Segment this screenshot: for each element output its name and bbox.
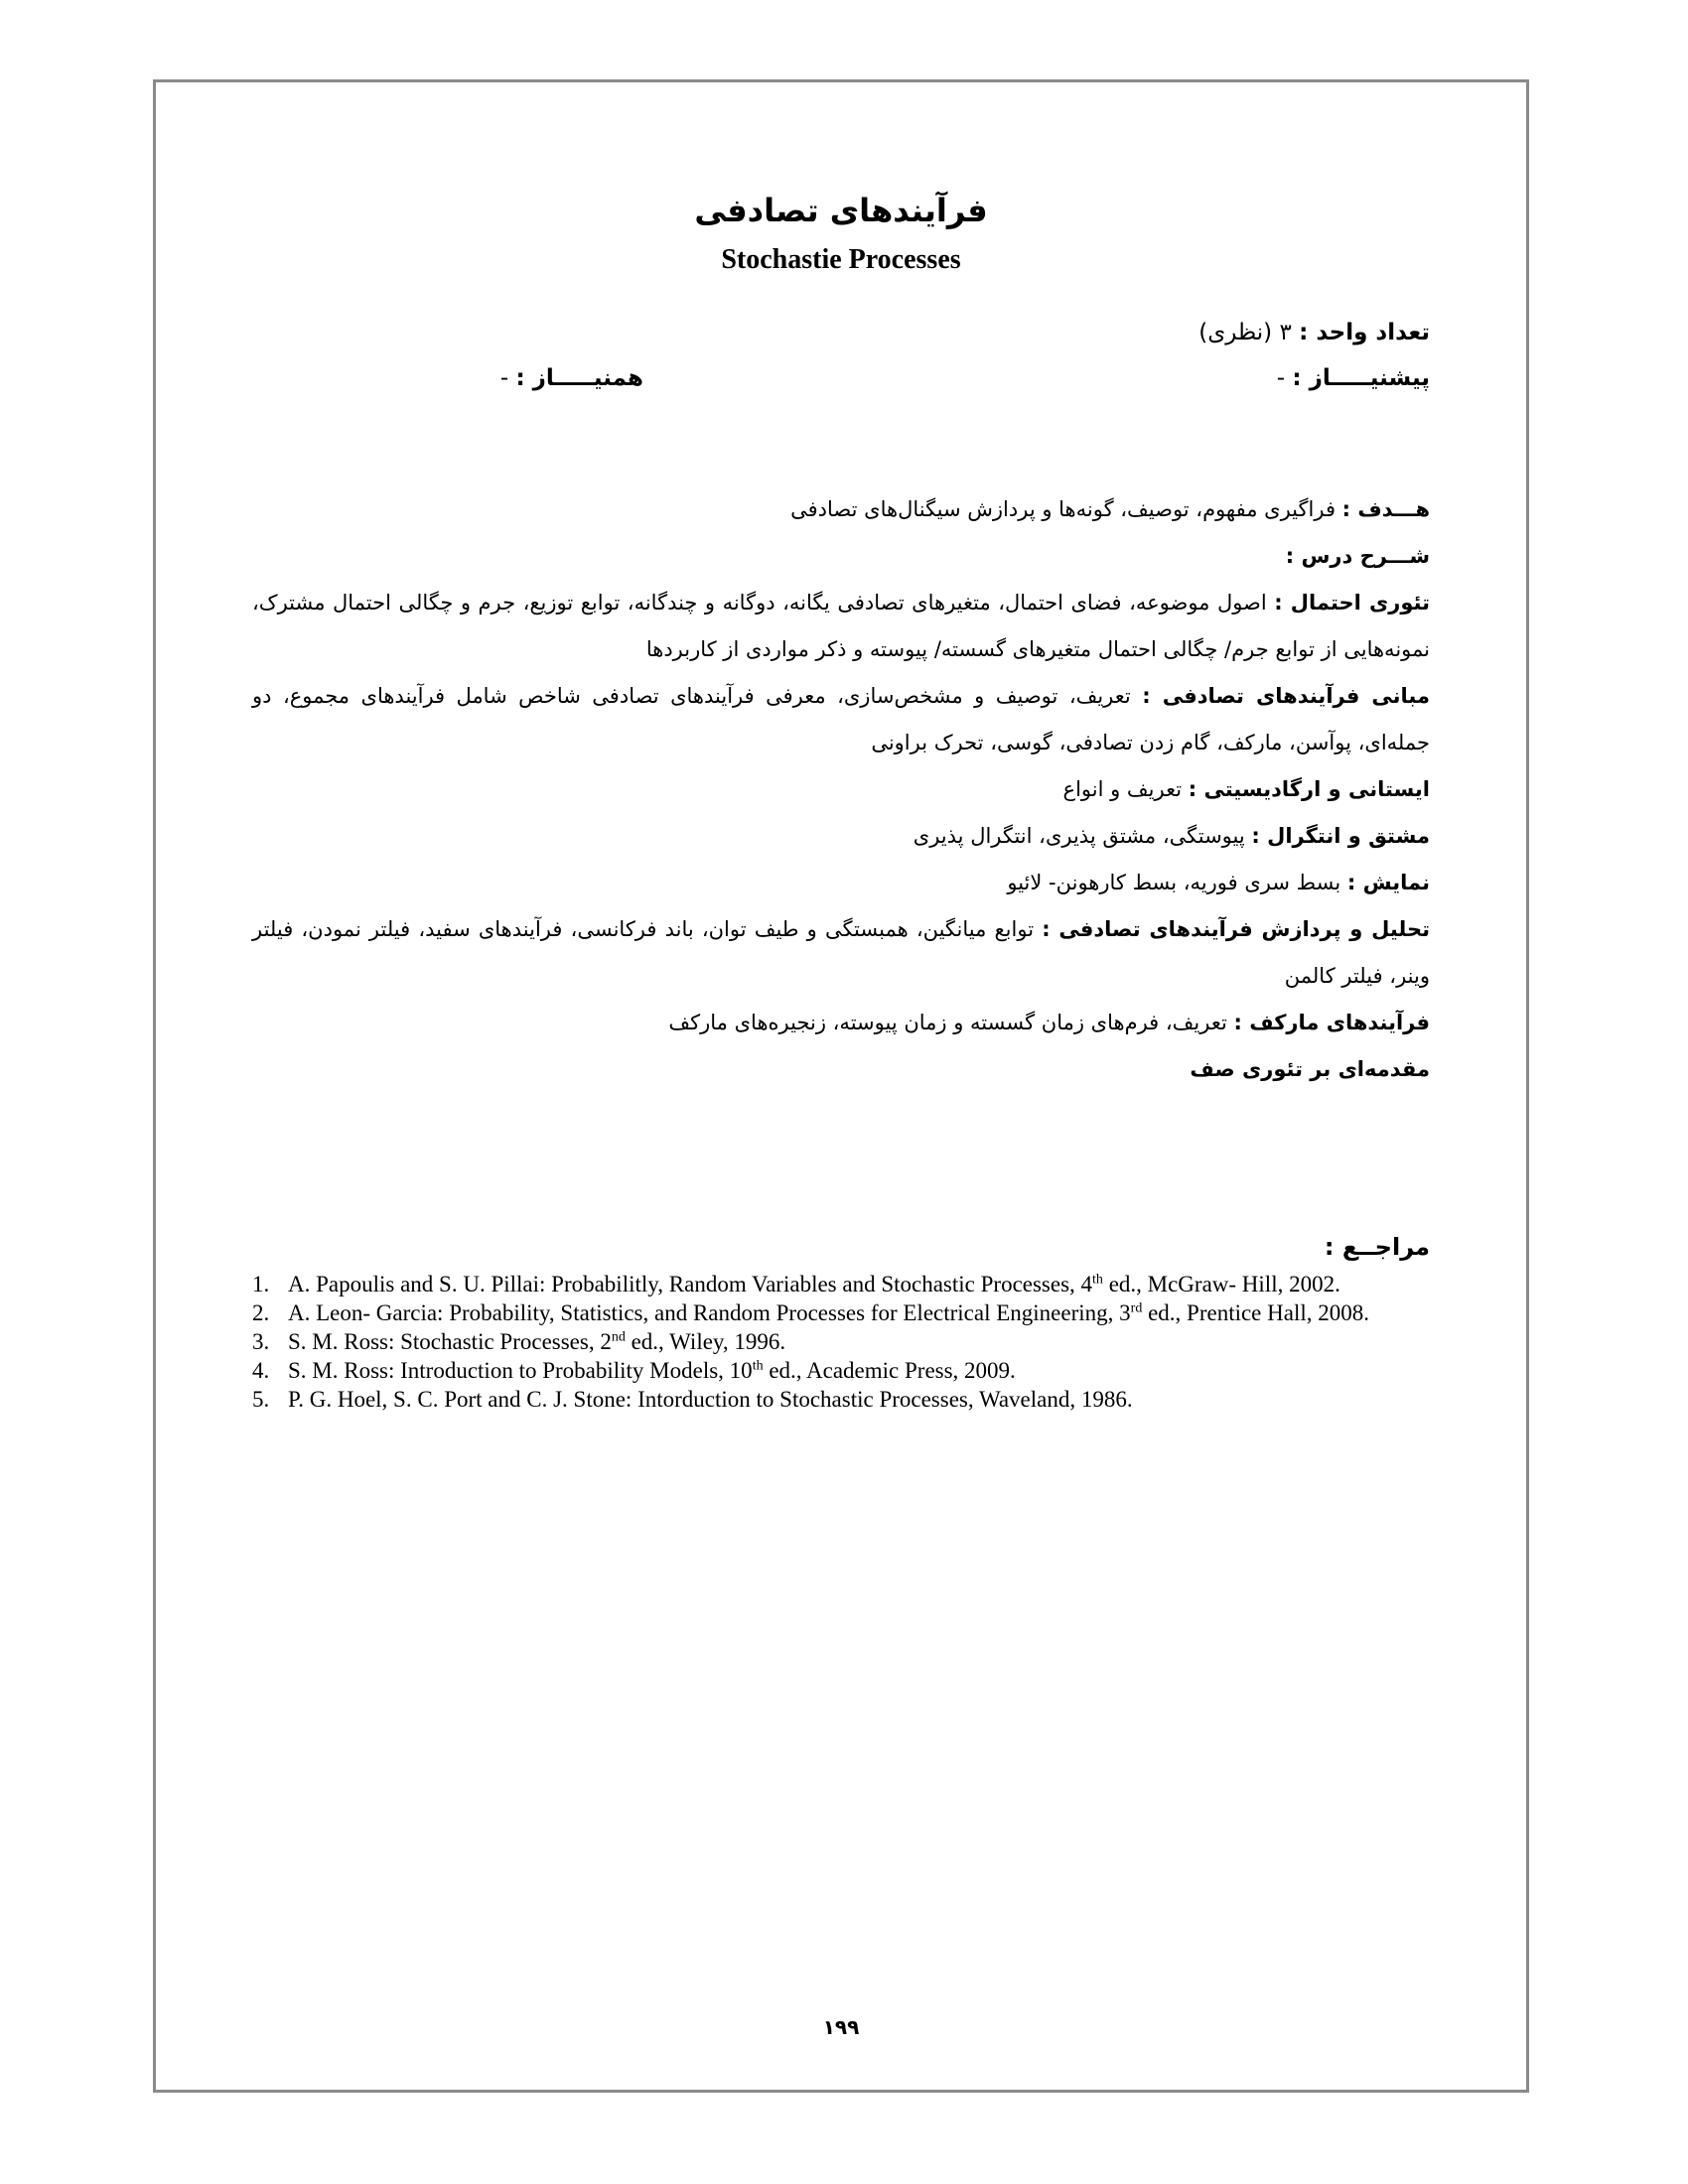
topic-label: فرآیندهای مارکف : xyxy=(1233,1011,1430,1034)
topic-label: تحلیل و پردازش فرآیندهای تصادفی : xyxy=(1042,917,1430,941)
topic-label: مبانی فرآیندهای تصادفی : xyxy=(1142,684,1431,708)
corequisite-line xyxy=(500,365,643,391)
reference-item: 2. A. Leon- Garcia: Probability, Statistics, and Random Processes for Electrical Engineering, 3rd ed., Prentice Hall, 2008. xyxy=(252,1300,1369,1325)
topic-text: تعریف، فرم‌های زمان گسسته و زمان پیوسته، زنجیره‌های مارکف xyxy=(668,1011,1227,1034)
topic-markov-processes xyxy=(252,1000,1430,1046)
topic-representation xyxy=(252,860,1430,906)
units-value: ۳ (نظری) xyxy=(1198,320,1292,345)
topic-queueing-intro xyxy=(252,1046,1430,1093)
topic-stationarity-ergodicity xyxy=(252,766,1430,813)
goal-label: هـــدف : xyxy=(1341,497,1430,521)
corequisite-label: همنیـــــاز : xyxy=(515,365,643,391)
prerequisite-label: پیشنیـــــاز : xyxy=(1292,365,1430,391)
reference-item: 1. A. Papoulis and S. U. Pillai: Probabilitly, Random Variables and Stochastic Processes, 4th ed., McGraw- Hill, 2002. xyxy=(252,1272,1340,1297)
references-heading: مراجــع : xyxy=(1324,1233,1430,1261)
topic-label: تئوری احتمال : xyxy=(1274,591,1430,614)
topic-label: ایستانی و ارگادیسیتی : xyxy=(1188,777,1430,801)
topic-label: مقدمه‌ای بر تئوری صف xyxy=(1190,1057,1430,1081)
topic-text: بسط سری فوریه، بسط کارهونن- لائیو xyxy=(1007,871,1341,894)
topic-text: تعریف و انواع xyxy=(1062,777,1183,801)
prerequisite-value: - xyxy=(1276,365,1286,391)
topic-probability-theory xyxy=(252,580,1430,673)
reference-item: 3. S. M. Ross: Stochastic Processes, 2nd ed., Wiley, 1996. xyxy=(252,1329,786,1354)
topic-label: نمایش : xyxy=(1346,871,1430,894)
topic-text: اصول موضوعه، فضای احتمال، متغیرهای تصادفی یگانه، دوگانه و چندگانه، توابع توزیع، جرم و چگالی احتمال مشترک، نمونه‌هایی از توابع جرم/ چگالی احتمال متغیرهای گسسته/ پیوسته و ذکر مواردی از کاربردها xyxy=(252,591,1430,661)
course-body xyxy=(252,486,1430,1093)
course-title-persian: فرآیندهای تصادفی xyxy=(694,192,988,229)
units-line xyxy=(1198,320,1430,345)
page-number: ۱۹۹ xyxy=(822,2015,860,2039)
topic-text: توابع میانگین، همبستگی و طیف توان، باند فرکانسی، فرآیندهای سفید، فیلتر نمودن، فیلتر وینر، فیلتر کالمن xyxy=(252,917,1430,988)
topic-text: پیوستگی، مشتق پذیری، انتگرال پذیری xyxy=(913,824,1245,848)
topic-analysis-processing xyxy=(252,906,1430,1000)
topic-derivative-integral xyxy=(252,813,1430,860)
topic-label: مشتق و انتگرال : xyxy=(1251,824,1430,848)
prerequisite-line xyxy=(1277,365,1430,391)
goal-paragraph xyxy=(252,486,1430,533)
topic-text: تعریف، توصیف و مشخص‌سازی، معرفی فرآیندهای تصادفی شاخص شامل فرآیندهای مجموع، دو جمله‌ای، پوآسن، مارکف، گام زدن تصادفی، گوسی، تحرک براونی xyxy=(252,684,1430,754)
description-heading: شـــرح درس : xyxy=(1285,544,1430,568)
corequisite-value: - xyxy=(499,365,509,391)
units-label: تعداد واحد : xyxy=(1299,320,1430,345)
reference-item: 4. S. M. Ross: Introduction to Probability Models, 10th ed., Academic Press, 2009. xyxy=(252,1358,1016,1383)
references-list xyxy=(252,1270,1430,1414)
goal-text: فراگیری مفهوم، توصیف، گونه‌ها و پردازش سیگنال‌های تصادفی xyxy=(790,497,1336,521)
course-title-english: Stochastie Processes xyxy=(721,244,961,275)
topic-random-process-basics xyxy=(252,673,1430,766)
reference-item: 5. P. G. Hoel, S. C. Port and C. J. Stone: Intorduction to Stochastic Processes, Waveland, 1986. xyxy=(252,1387,1133,1412)
